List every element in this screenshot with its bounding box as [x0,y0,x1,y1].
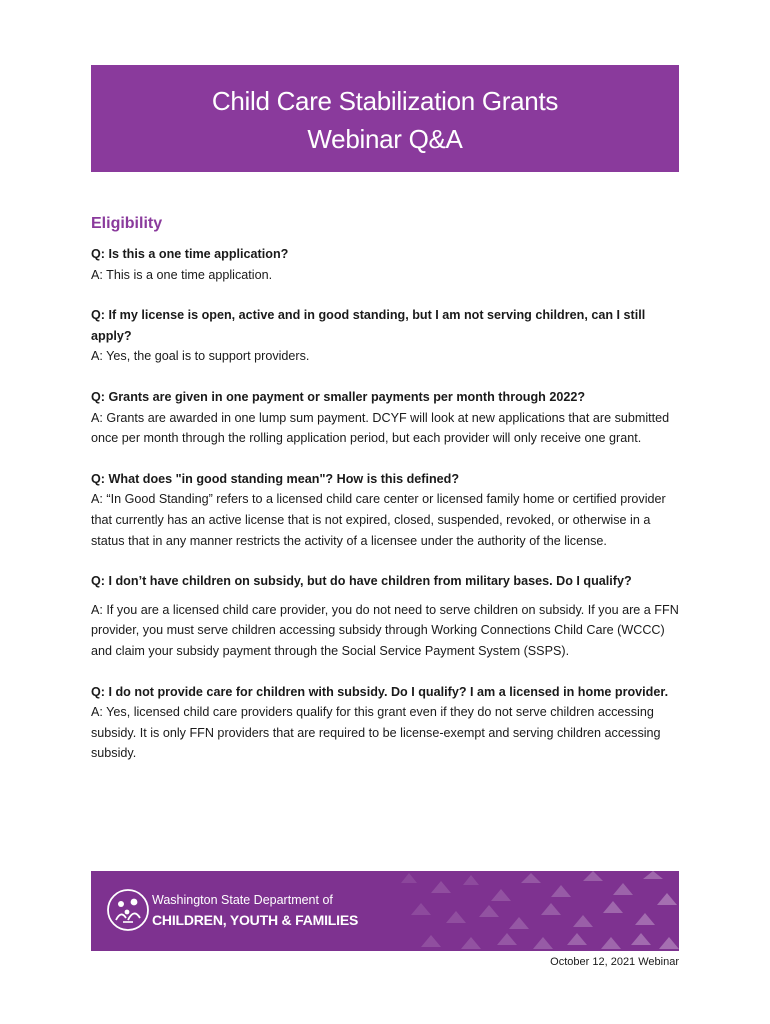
question: Q: If my license is open, active and in good standing, but I am not serving children, can I still apply? [91,308,646,343]
question: Q: I do not provide care for children with subsidy. Do I qualify? I am a licensed in home provider. [91,684,669,699]
qa-item [91,682,681,764]
qa-item [91,571,681,661]
section-heading: Eligibility [91,215,163,232]
answer: A: “In Good Standing” refers to a licensed child care center or licensed family home or certified provider that currently has an active license that is not expired, closed, suspended, revoked, or otherwise in a status that in any manner restricts the activity of a licensee under the authority of the license. [91,492,666,548]
page-subtitle: Webinar Q&A [307,124,463,154]
footer-banner [91,871,679,951]
title-banner [91,65,679,172]
qa-item [91,305,681,367]
qa-item [91,387,681,449]
answer: A: Yes, the goal is to support providers. [91,349,310,364]
qa-item [91,469,681,551]
answer: A: Grants are awarded in one lump sum payment. DCYF will look at new applications that are submitted once per month through the rolling application period, but each provider will only receive one grant. [91,410,670,446]
qa-item [91,244,681,285]
dcyf-logo-icon [106,888,150,932]
question: Q: I don’t have children on subsidy, but do have children from military bases. Do I qualify? [91,574,632,589]
agency-name-line1: Washington State Department of [152,893,333,907]
agency-name-line2: CHILDREN, YOUTH & FAMILIES [152,912,359,928]
triangle-pattern-decoration [391,871,679,951]
answer: A: This is a one time application. [91,267,273,282]
answer: A: If you are a licensed child care provider, you do not need to serve children on subsidy. If you are a FFN provider, you must serve children accessing subsidy through Working Connections Child Care (WCCC) and claim your subsidy payment through the Social Service Payment System (SSPS). [91,602,679,658]
page-title: Child Care Stabilization Grants [211,86,559,116]
answer: A: Yes, licensed child care providers qualify for this grant even if they do not serve children accessing subsidy. It is only FFN providers that are required to be license-exempt and serving children accessing subsidy. [91,705,661,761]
webinar-date: October 12, 2021 Webinar [550,956,679,968]
question: Q: Is this a one time application? [91,247,289,261]
question: Q: What does "in good standing mean"? How is this defined? [91,471,460,486]
question: Q: Grants are given in one payment or smaller payments per month through 2022? [91,389,586,404]
document-body [91,214,681,784]
